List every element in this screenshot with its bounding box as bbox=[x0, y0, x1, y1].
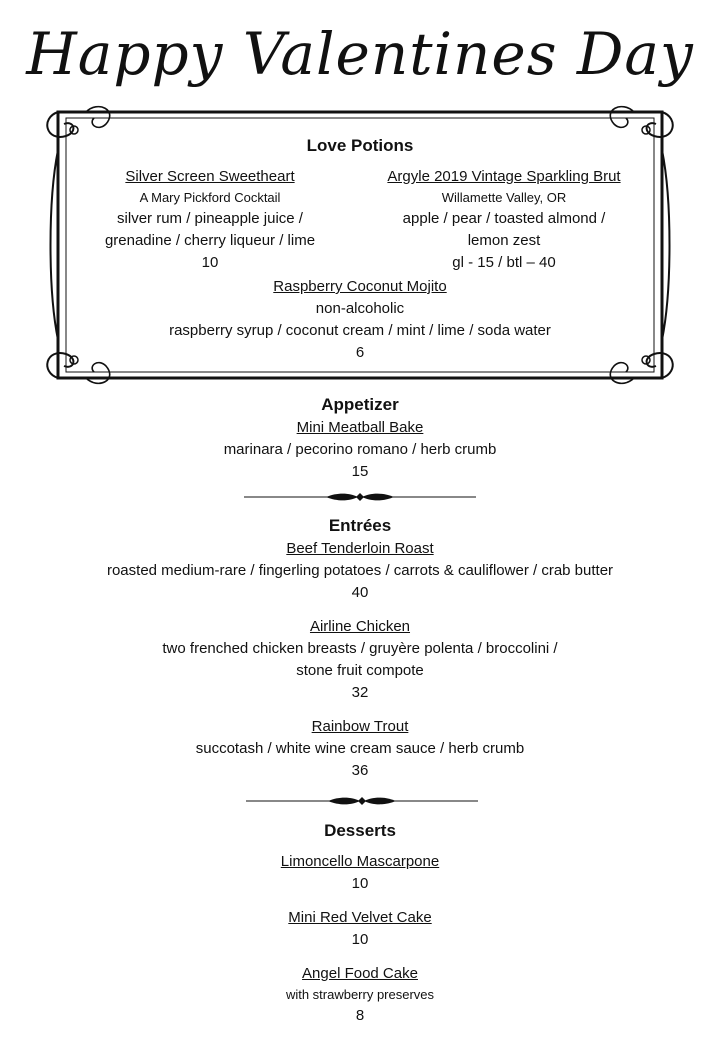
item-price: 10 bbox=[201, 254, 219, 271]
item-name: Rainbow Trout bbox=[311, 718, 409, 735]
item-price: 15 bbox=[351, 463, 369, 480]
page-title: Happy Valentines Day bbox=[26, 20, 694, 88]
entrees-section bbox=[0, 514, 720, 782]
entrees-heading: Entrées bbox=[328, 516, 392, 535]
desserts-heading: Desserts bbox=[324, 821, 396, 840]
item-description: roasted medium-rare / fingerling potatoes / carrots & cauliflower / crab butter bbox=[106, 562, 614, 579]
item-description: lemon zest bbox=[467, 232, 541, 249]
love-potions-heading: Love Potions bbox=[306, 136, 414, 155]
item-description: stone fruit compote bbox=[296, 662, 424, 679]
item-name: Raspberry Coconut Mojito bbox=[273, 278, 447, 295]
desserts-section bbox=[0, 819, 720, 1027]
item-price: 36 bbox=[351, 762, 369, 779]
cocktail-center bbox=[0, 276, 720, 364]
item-name: Airline Chicken bbox=[309, 618, 411, 635]
cocktail-right bbox=[364, 166, 644, 274]
item-name: Silver Screen Sweetheart bbox=[125, 168, 295, 185]
item-subtitle: Willamette Valley, OR bbox=[441, 190, 567, 205]
item-price: gl - 15 / btl – 40 bbox=[452, 254, 556, 271]
appetizer-section bbox=[0, 393, 720, 483]
cocktail-left bbox=[80, 166, 340, 274]
item-description: succotash / white wine cream sauce / herb crumb bbox=[195, 740, 525, 757]
item-name: Limoncello Mascarpone bbox=[280, 853, 440, 870]
item-name: Beef Tenderloin Roast bbox=[286, 540, 434, 557]
ornamental-divider-icon bbox=[0, 490, 720, 504]
item-price: 8 bbox=[355, 1007, 365, 1024]
item-note: non-alcoholic bbox=[315, 300, 405, 317]
item-price: 40 bbox=[351, 584, 369, 601]
item-note: with strawberry preserves bbox=[285, 987, 435, 1002]
item-price: 32 bbox=[351, 684, 369, 701]
appetizer-heading: Appetizer bbox=[321, 395, 399, 414]
ornamental-divider-icon bbox=[0, 794, 720, 808]
item-description: apple / pear / toasted almond / bbox=[402, 210, 606, 227]
item-name: Mini Red Velvet Cake bbox=[288, 909, 432, 926]
item-description: raspberry syrup / coconut cream / mint / lime / soda water bbox=[169, 322, 551, 339]
item-description: grenadine / cherry liqueur / lime bbox=[104, 232, 316, 249]
item-name: Angel Food Cake bbox=[302, 965, 418, 982]
item-name: Argyle 2019 Vintage Sparkling Brut bbox=[387, 168, 621, 185]
item-price: 10 bbox=[351, 875, 369, 892]
item-name: Mini Meatball Bake bbox=[296, 419, 424, 436]
item-description: silver rum / pineapple juice / bbox=[117, 210, 303, 227]
item-description: marinara / pecorino romano / herb crumb bbox=[223, 441, 497, 458]
item-description: two frenched chicken breasts / gruyère polenta / broccolini / bbox=[162, 640, 558, 657]
item-price: 6 bbox=[355, 344, 365, 361]
item-subtitle: A Mary Pickford Cocktail bbox=[139, 190, 281, 205]
item-price: 10 bbox=[351, 931, 369, 948]
